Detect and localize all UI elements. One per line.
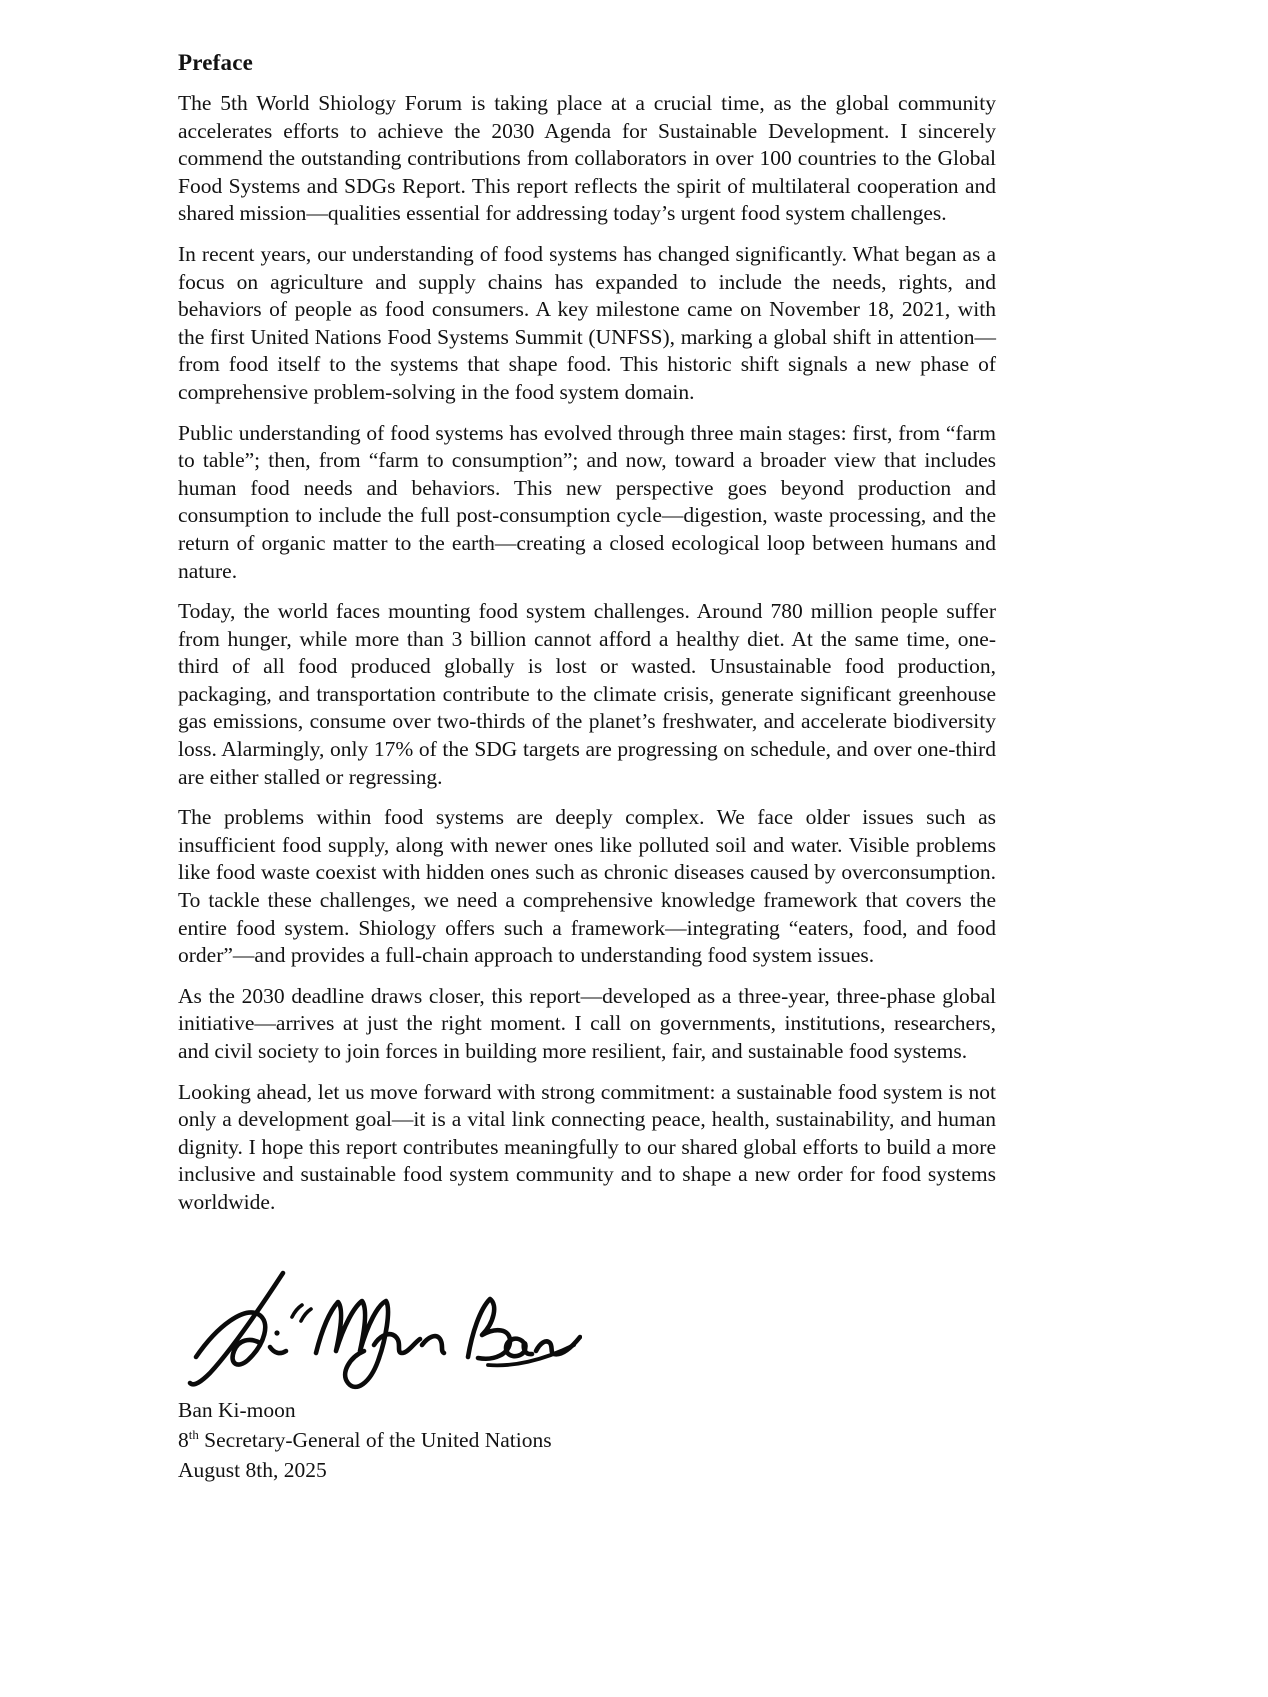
preface-paragraph-6: As the 2030 deadline draws closer, this report—developed as a three-year, three-phase global initiative—arrives at just the right moment. I call on governments, institutions, researchers, and civil society to join forces in building more resilient, fair, and sustainable food systems. xyxy=(178,983,996,1063)
signatory-name: Ban Ki-moon xyxy=(178,1397,296,1422)
document-content xyxy=(178,50,996,1485)
signatory-title-number: 8 xyxy=(178,1427,189,1452)
signatory-title xyxy=(178,1425,996,1455)
signatory-title-ordinal: th xyxy=(188,1427,199,1442)
signature-date: August 8th, 2025 xyxy=(178,1457,327,1482)
preface-paragraph-5: The problems within food systems are deeply complex. We face older issues such as insufficient food supply, along with newer ones like polluted soil and water. Visible problems like food waste coexist with hidden ones such as chronic diseases caused by overconsumption. To tackle these challenges, we need a comprehensive knowledge framework that covers the entire food system. Shiology offers such a framework—integrating “eaters, food, and food order”—and provides a full-chain approach to understanding food system issues. xyxy=(178,805,996,968)
preface-paragraph-2: In recent years, our understanding of food systems has changed significantly. What began as a focus on agriculture and supply chains has expanded to include the needs, rights, and behaviors of people as food consumers. A key milestone came on November 18, 2021, with the first United Nations Food Systems Summit (UNFSS), marking a global shift in attention—from food itself to the systems that shape food. This historic shift signals a new phase of comprehensive problem-solving in the food system domain. xyxy=(178,241,996,404)
preface-paragraph-3: Public understanding of food systems has evolved through three main stages: first, from “farm to table”; then, from “farm to consumption”; and now, toward a broader view that includes human food needs and behaviors. This new perspective goes beyond production and consumption to include the full post-consumption cycle—digestion, waste processing, and the return of organic matter to the earth—creating a closed ecological loop between humans and nature. xyxy=(178,420,996,583)
signatory-title-text: Secretary-General of the United Nations xyxy=(198,1427,552,1452)
preface-paragraph-1: The 5th World Shiology Forum is taking place at a crucial time, as the global community accelerates efforts to achieve the 2030 Agenda for Sustainable Development. I sincerely commend the outstanding contributions from collaborators in over 100 countries to the Global Food Systems and SDGs Report. This report reflects the spirit of multilateral cooperation and shared mission—qualities essential for addressing today’s urgent food system challenges. xyxy=(178,91,996,226)
signature-block xyxy=(178,1261,996,1485)
preface-paragraph-4: Today, the world faces mounting food system challenges. Around 780 million people suffer from hunger, while more than 3 billion cannot afford a healthy diet. At the same time, one-third of all food produced globally is lost or wasted. Unsustainable food production, packaging, and transportation contribute to the climate crisis, generate significant greenhouse gas emissions, consume over two-thirds of the planet’s freshwater, and accelerate biodiversity loss. Alarmingly, only 17% of the SDG targets are progressing on schedule, and over one-third are either stalled or regressing. xyxy=(178,599,996,789)
handwritten-signature-icon xyxy=(182,1261,582,1393)
preface-paragraph-7: Looking ahead, let us move forward with strong commitment: a sustainable food system is not only a development goal—it is a vital link connecting peace, health, sustainability, and human dignity. I hope this report contributes meaningfully to our shared global efforts to build a more inclusive and sustainable food system community and to shape a new order for food systems worldwide. xyxy=(178,1079,996,1214)
page-title: Preface xyxy=(178,50,254,75)
